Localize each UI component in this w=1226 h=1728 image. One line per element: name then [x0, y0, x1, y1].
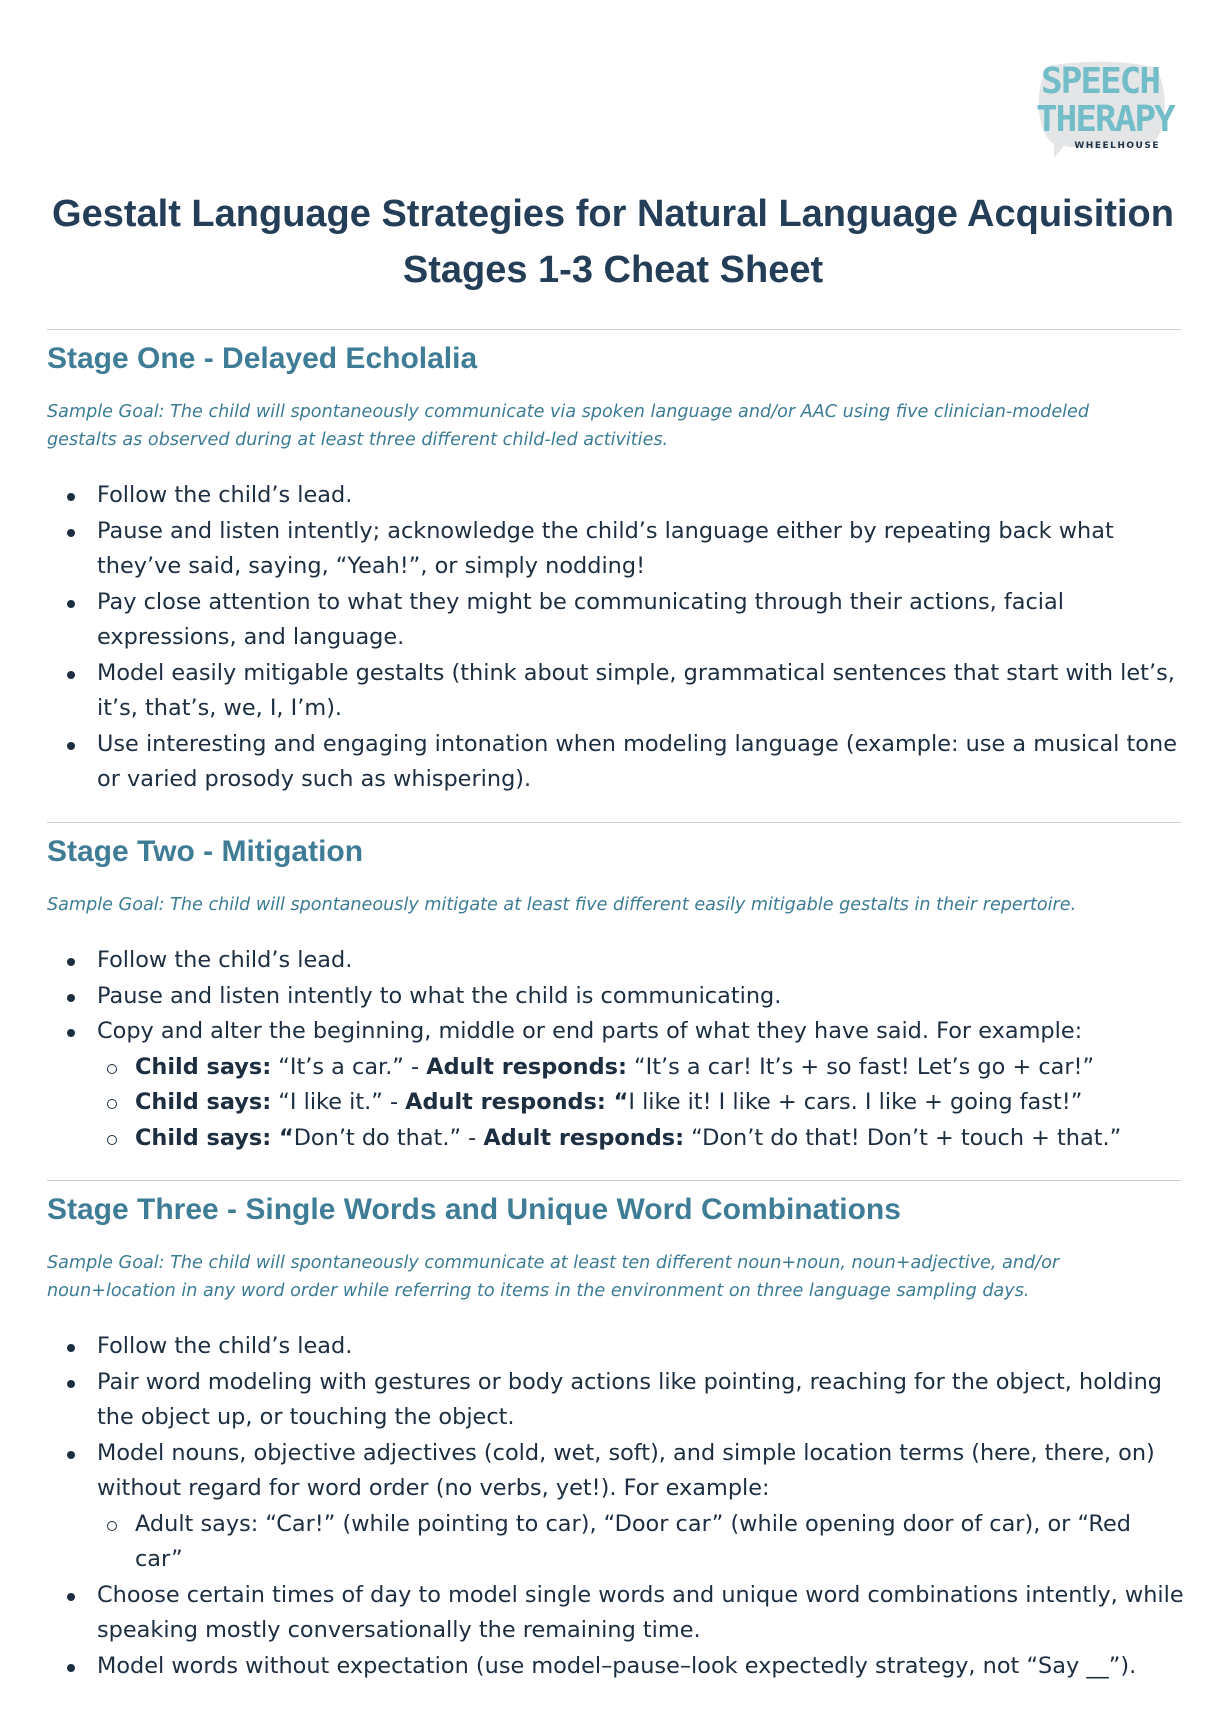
- stage-two-goal: Sample Goal: The child will spontaneously mitigate at least five different easily mitigable gestalts in their repertoire.: [47, 895, 1077, 915]
- example-item: [62, 1085, 1184, 1121]
- list-item: Pair word modeling with gestures or body actions like pointing, reaching for the object, holding the object up, or touching the object.: [62, 1365, 1184, 1436]
- stage-three-goal-line-2: noun+location in any word order while referring to items in the environment on three language sampling days.: [47, 1281, 1030, 1301]
- list-item: Follow the child’s lead.: [62, 478, 1184, 514]
- stage-one-goal-line-1: Sample Goal: The child will spontaneously communicate via spoken language and/or AAC using five clinician-modeled: [47, 402, 1090, 422]
- list-item: Follow the child’s lead.: [62, 943, 1184, 979]
- list-item: Choose certain times of day to model single words and unique word combinations intently, while speaking mostly conversationally the remaining time.: [62, 1578, 1184, 1649]
- list-item: Copy and alter the beginning, middle or end parts of what they have said. For example:: [62, 1014, 1184, 1050]
- adult-responds-label: Adult responds: “: [405, 1089, 629, 1115]
- example-item: Adult says: “Car!” (while pointing to car), “Door car” (while opening door of car), or “Red car”: [62, 1507, 1184, 1578]
- stage-three-heading: Stage Three - Single Words and Unique Word Combinations: [47, 1193, 901, 1226]
- example-item: [62, 1050, 1184, 1086]
- stage-one-goal: [47, 398, 1181, 454]
- stage-three-list: [62, 1329, 1184, 1684]
- list-item: Model nouns, objective adjectives (cold, wet, soft), and simple location terms (here, there, on) without regard for word order (no verbs, yet!). For example:: [62, 1436, 1184, 1507]
- adult-responds-text: “It’s a car! It’s + so fast! Let’s go + car!”: [626, 1053, 1095, 1080]
- stage-three-goal-line-1: Sample Goal: The child will spontaneously communicate at least ten different noun+noun, noun+adjective, and/or: [47, 1253, 1060, 1273]
- page-title: [40, 186, 1186, 298]
- child-says-text: “It’s a car.” -: [271, 1053, 427, 1080]
- list-item: Use interesting and engaging intonation when modeling language (example: use a musical tone or varied prosody such as whispering).: [62, 727, 1184, 798]
- list-item: Pay close attention to what they might be communicating through their actions, facial expressions, and language.: [62, 585, 1184, 656]
- stage-three-goal: [47, 1249, 1181, 1305]
- logo-text-speech: SPEECH: [1040, 61, 1160, 102]
- divider: [47, 822, 1181, 823]
- divider: [47, 329, 1181, 330]
- speech-therapy-wheelhouse-logo: [1030, 58, 1174, 170]
- child-says-label: Child says:: [135, 1089, 272, 1115]
- stage-one-heading: Stage One - Delayed Echolalia: [47, 342, 478, 375]
- adult-responds-text: “Don’t do that! Don’t + touch + that.”: [684, 1124, 1122, 1151]
- example-item: [62, 1121, 1184, 1157]
- stage-two-heading: Stage Two - Mitigation: [47, 835, 364, 868]
- list-item: Pause and listen intently to what the child is communicating.: [62, 979, 1184, 1015]
- logo-text-therapy: THERAPY: [1036, 99, 1174, 140]
- stage-one-goal-line-2: gestalts as observed during at least three different child-led activities.: [47, 430, 669, 450]
- logo-text-wheelhouse: WHEELHOUSE: [1074, 141, 1160, 151]
- list-item: Model easily mitigable gestalts (think about simple, grammatical sentences that start with let’s, it’s, that’s, we, I, I’m).: [62, 656, 1184, 727]
- child-says-label: Child says: “: [135, 1124, 294, 1151]
- adult-responds-label: Adult responds:: [483, 1124, 685, 1151]
- child-says-text: “I like it.” -: [271, 1089, 406, 1115]
- list-item: Pause and listen intently; acknowledge the child’s language either by repeating back what they’ve said, saying, “Yeah!”, or simply nodding!: [62, 514, 1184, 585]
- stage-one-list: [62, 478, 1184, 798]
- child-says-text: Don’t do that.” -: [293, 1124, 484, 1151]
- divider: [47, 1180, 1181, 1181]
- title-line-1: Gestalt Language Strategies for Natural Language Acquisition: [52, 193, 1174, 235]
- title-line-2: Stages 1-3 Cheat Sheet: [402, 249, 824, 291]
- list-item: Model words without expectation (use model–pause–look expectedly strategy, not “Say __”).: [62, 1649, 1184, 1685]
- list-item: Follow the child’s lead.: [62, 1329, 1184, 1365]
- child-says-label: Child says:: [135, 1053, 272, 1080]
- adult-responds-label: Adult responds:: [426, 1053, 627, 1080]
- adult-responds-text: I like it! I like + cars. I like + going fast!”: [628, 1089, 1083, 1115]
- stage-two-list: [62, 943, 1184, 1156]
